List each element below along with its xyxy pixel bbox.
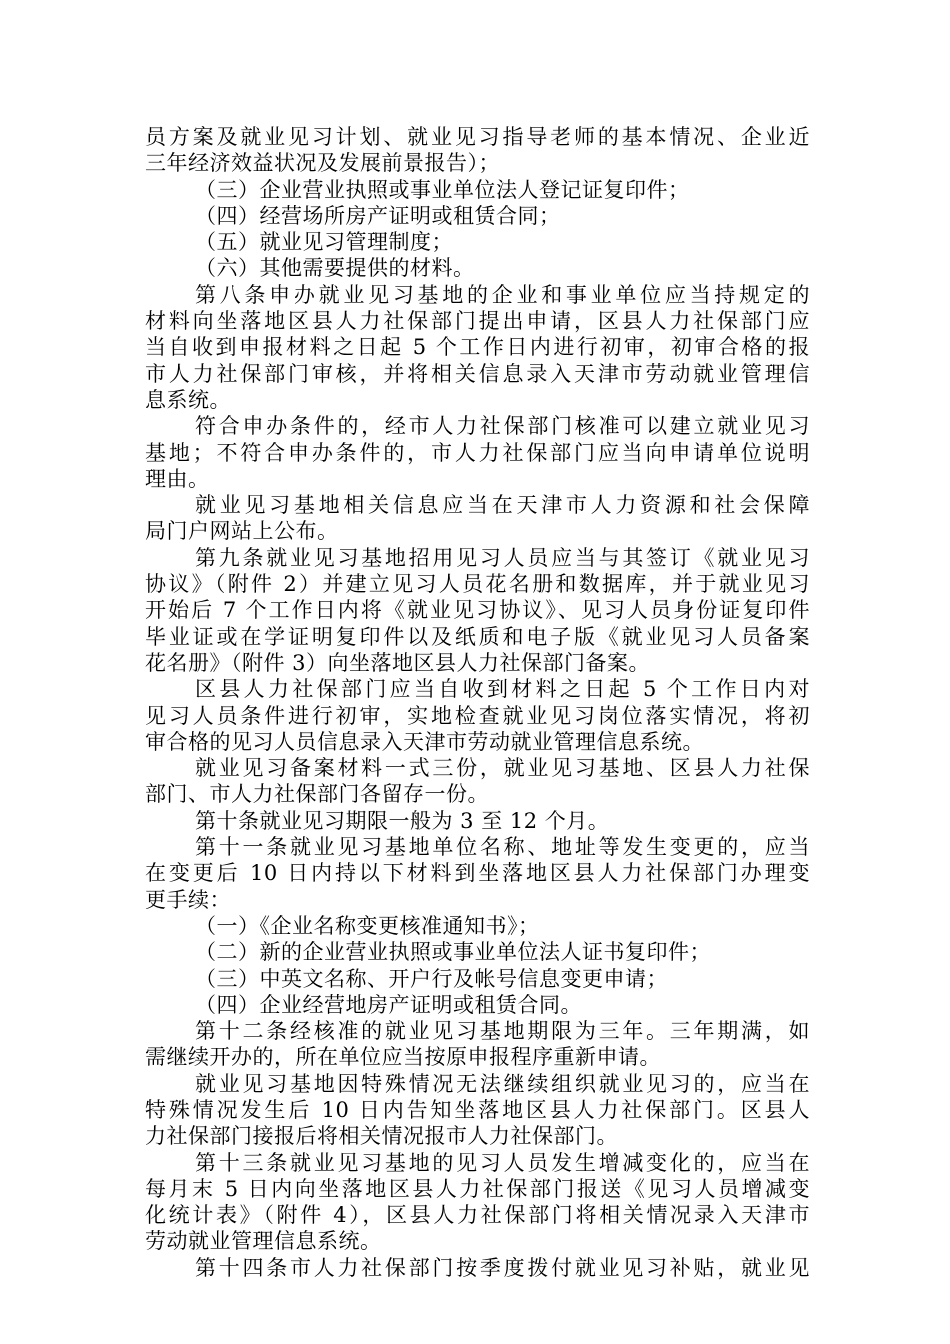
text-line: 更手续： [145, 887, 231, 912]
text-line: 需继续开办的，所在单位应当按原申报程序重新申请。 [145, 1045, 661, 1070]
document-body [145, 124, 810, 1281]
text-line: 就业见习基地相关信息应当在天津市人力资源和社会保障 [195, 493, 810, 518]
text-line: 第九条就业见习基地招用见习人员应当与其签订《就业见习 [195, 545, 810, 570]
text-line: （四）经营场所房产证明或租赁合同； [195, 203, 561, 228]
text-line: 花名册》（附件 3）向坐落地区县人力社保部门备案。 [145, 650, 651, 675]
text-line: （四）企业经营地房产证明或租赁合同。 [195, 992, 582, 1017]
text-line: 第十一条就业见习基地单位名称、地址等发生变更的，应当 [195, 835, 810, 860]
text-line: 第十三条就业见习基地的见习人员发生增减变化的，应当在 [195, 1150, 810, 1175]
text-line: 协议》（附件 2）并建立见习人员花名册和数据库，并于就业见习 [145, 572, 810, 597]
text-line: 化统计表》（附件 4），区县人力社保部门将相关情况录入天津市 [145, 1203, 810, 1228]
text-line: （五）就业见习管理制度； [195, 230, 453, 255]
text-line: 局门户网站上公布。 [145, 519, 339, 544]
text-line: 就业见习基地因特殊情况无法继续组织就业见习的，应当在 [195, 1071, 810, 1096]
text-line: 基地；不符合申办条件的，市人力社保部门应当向申请单位说明 [145, 440, 810, 465]
text-line: 见习人员条件进行初审，实地检查就业见习岗位落实情况，将初 [145, 703, 810, 728]
text-line: 审合格的见习人员信息录入天津市劳动就业管理信息系统。 [145, 729, 704, 754]
text-line: 特殊情况发生后 10 日内告知坐落地区县人力社保部门。区县人 [145, 1097, 810, 1122]
text-line: 开始后 7 个工作日内将《就业见习协议》、见习人员身份证复印件 [145, 598, 810, 623]
text-line: 力社保部门接报后将相关情况报市人力社保部门。 [145, 1124, 618, 1149]
text-line: （三）中英文名称、开户行及帐号信息变更申请； [195, 966, 668, 991]
text-line: 符合申办条件的，经市人力社保部门核准可以建立就业见习 [195, 414, 810, 439]
text-line: 部门、市人力社保部门各留存一份。 [145, 782, 489, 807]
text-line: 理由。 [145, 466, 210, 491]
text-line: 在变更后 10 日内持以下材料到坐落地区县人力社保部门办理变 [145, 861, 810, 886]
text-line: 息系统。 [145, 387, 231, 412]
text-line: 第十二条经核准的就业见习基地期限为三年。三年期满，如 [195, 1019, 810, 1044]
text-line: （一）《企业名称变更核准通知书》； [195, 913, 540, 938]
text-line: （三）企业营业执照或事业单位法人登记证复印件； [195, 177, 690, 202]
text-line: 市人力社保部门审核，并将相关信息录入天津市劳动就业管理信 [145, 361, 810, 386]
text-line: 三年经济效益状况及发展前景报告）； [145, 151, 500, 176]
text-line: 每月末 5 日内向坐落地区县人力社保部门报送《见习人员增减变 [145, 1176, 810, 1201]
text-line: 员方案及就业见习计划、就业见习指导老师的基本情况、企业近 [145, 125, 810, 149]
text-line: 第十四条市人力社保部门按季度拨付就业见习补贴，就业见 [195, 1255, 810, 1280]
text-line: 第八条申办就业见习基地的企业和事业单位应当持规定的 [195, 282, 810, 307]
text-line: 材料向坐落地区县人力社保部门提出申请，区县人力社保部门应 [145, 309, 810, 334]
text-line: 当自收到申报材料之日起 5 个工作日内进行初审，初审合格的报 [145, 335, 810, 360]
text-line: （六）其他需要提供的材料。 [195, 256, 475, 281]
text-line: 劳动就业管理信息系统。 [145, 1229, 382, 1254]
text-line: 第十条就业见习期限一般为 3 至 12 个月。 [195, 808, 610, 833]
text-line: （二）新的企业营业执照或事业单位法人证书复印件； [195, 940, 711, 965]
text-line: 区县人力社保部门应当自收到材料之日起 5 个工作日内对 [195, 677, 810, 702]
text-line: 就业见习备案材料一式三份，就业见习基地、区县人力社保 [195, 756, 810, 781]
text-line: 毕业证或在学证明复印件以及纸质和电子版《就业见习人员备案 [145, 624, 810, 649]
